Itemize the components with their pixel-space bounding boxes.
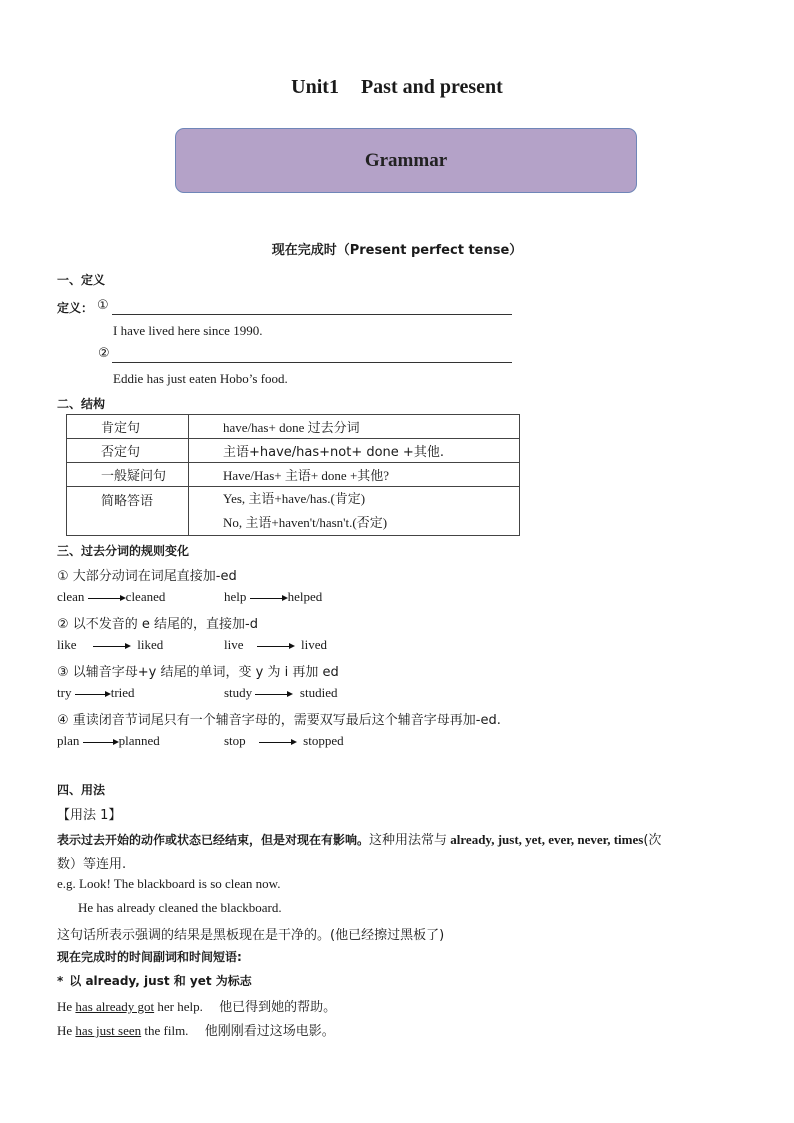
ex-verb: has just seen	[75, 1023, 142, 1038]
rule-2: ② 以不发音的 e 结尾的，直接加-d	[57, 617, 258, 632]
example-already	[57, 996, 336, 1015]
adverb-heading: 现在完成时的时间副词和时间短语:	[57, 950, 242, 964]
ex-rest: her help.	[157, 999, 203, 1014]
usage-desc-bold: 表示过去开始的动作或状态已经结束，但是对现在有影响。	[57, 833, 370, 847]
verb-base: study	[224, 685, 253, 700]
row-label: 简略答语	[67, 487, 189, 536]
usage-desc-tail: (次	[643, 833, 662, 848]
verb-pair	[57, 589, 165, 605]
unit-name: Past and present	[360, 76, 503, 98]
definition-number-2: ②	[98, 346, 110, 361]
verb-past: planned	[118, 733, 160, 748]
arrow-icon	[75, 689, 111, 699]
arrow-icon	[259, 737, 297, 747]
marker-text: 以 already, just 和 yet 为标志	[69, 974, 252, 988]
section-1-heading: 一、定义	[57, 273, 106, 287]
usage-label: 【用法 1】	[57, 808, 122, 823]
verb-pair	[57, 637, 163, 653]
row-line: No, 主语+haven't/hasn't.(否定)	[223, 515, 388, 530]
verb-pair	[57, 685, 135, 701]
verb-pair	[224, 637, 327, 653]
row-value	[189, 487, 520, 536]
verb-pair	[224, 733, 344, 749]
definition-label: 定义：	[57, 301, 94, 315]
verb-pair	[224, 589, 322, 605]
verb-past: cleaned	[125, 589, 166, 604]
section-subtitle: 现在完成时（Present perfect tense）	[271, 243, 523, 258]
row-label: 一般疑问句	[67, 463, 189, 487]
section-4-heading: 四、用法	[57, 783, 106, 797]
section-2-heading: 二、结构	[57, 397, 106, 411]
ex-rest: the film.	[144, 1023, 189, 1038]
arrow-icon	[88, 593, 126, 603]
arrow-icon	[83, 737, 119, 747]
table-row	[67, 463, 520, 487]
table-row	[67, 415, 520, 439]
table-row	[67, 487, 520, 536]
arrow-icon	[93, 641, 131, 651]
verb-past: stopped	[303, 733, 344, 748]
example-eg-2: He has already cleaned the blackboard.	[78, 900, 282, 915]
star-bullet: *	[57, 974, 64, 988]
verb-base: live	[224, 637, 244, 652]
table-row	[67, 439, 520, 463]
arrow-icon	[250, 593, 288, 603]
example-just	[57, 1020, 335, 1039]
arrow-icon	[257, 641, 295, 651]
ex-translation: 他刚刚看过这场电影。	[204, 1024, 335, 1039]
blank-line-2	[112, 362, 512, 363]
verb-past: helped	[287, 589, 323, 604]
section-3-heading: 三、过去分词的规则变化	[57, 544, 190, 558]
blank-line-1	[112, 314, 512, 315]
verb-base: like	[57, 637, 77, 652]
definition-number-1: ①	[97, 298, 109, 313]
row-value: 主语+have/has+not+ done +其他.	[189, 439, 520, 463]
verb-pair	[57, 733, 160, 749]
verb-base: plan	[57, 733, 80, 748]
example-explanation: 这句话所表示强调的结果是黑板现在是干净的。(他已经擦过黑板了)	[57, 928, 445, 943]
page-title	[0, 76, 794, 99]
grammar-banner	[175, 128, 637, 193]
ex-subject: He	[57, 999, 73, 1014]
verb-past: lived	[301, 637, 327, 652]
usage-description	[57, 829, 661, 848]
verb-base: help	[224, 589, 247, 604]
ex-subject: He	[57, 1023, 73, 1038]
verb-past: liked	[137, 637, 164, 652]
example-eg-1: e.g. Look! The blackboard is so clean now.	[57, 876, 281, 891]
verb-base: try	[57, 685, 72, 700]
row-value: Have/Has+ 主语+ done +其他?	[189, 463, 520, 487]
rule-3: ③ 以辅音字母+y 结尾的单词，变 y 为 i 再加 ed	[57, 665, 339, 680]
usage-description-cont: 数）等连用.	[57, 857, 127, 872]
row-value: have/has+ done 过去分词	[189, 415, 520, 439]
example-2: Eddie has just eaten Hobo’s food.	[113, 371, 288, 386]
verb-past: tried	[110, 685, 135, 700]
verb-past: studied	[299, 685, 338, 700]
rule-4: ④ 重读闭音节词尾只有一个辅音字母的，需要双写最后这个辅音字母再加-ed.	[57, 713, 501, 728]
arrow-icon	[255, 689, 293, 699]
ex-verb: has already got	[75, 999, 155, 1014]
ex-translation: 他已得到她的帮助。	[219, 1000, 337, 1015]
usage-desc-rest: 这种用法常与	[369, 833, 448, 848]
rule-1: ① 大部分动词在词尾直接加-ed	[57, 569, 237, 584]
banner-label: Grammar	[364, 149, 448, 171]
structure-table	[66, 414, 520, 536]
unit-label: Unit1	[291, 76, 339, 98]
usage-desc-words: already, just, yet, ever, never, times	[450, 832, 644, 847]
example-1: I have lived here since 1990.	[113, 323, 263, 338]
verb-base: stop	[224, 733, 246, 748]
verb-base: clean	[57, 589, 85, 604]
row-label: 否定句	[67, 439, 189, 463]
marker-line	[57, 972, 252, 989]
verb-pair	[224, 685, 337, 701]
row-label: 肯定句	[67, 415, 189, 439]
row-line: Yes, 主语+have/has.(肯定)	[223, 491, 366, 506]
